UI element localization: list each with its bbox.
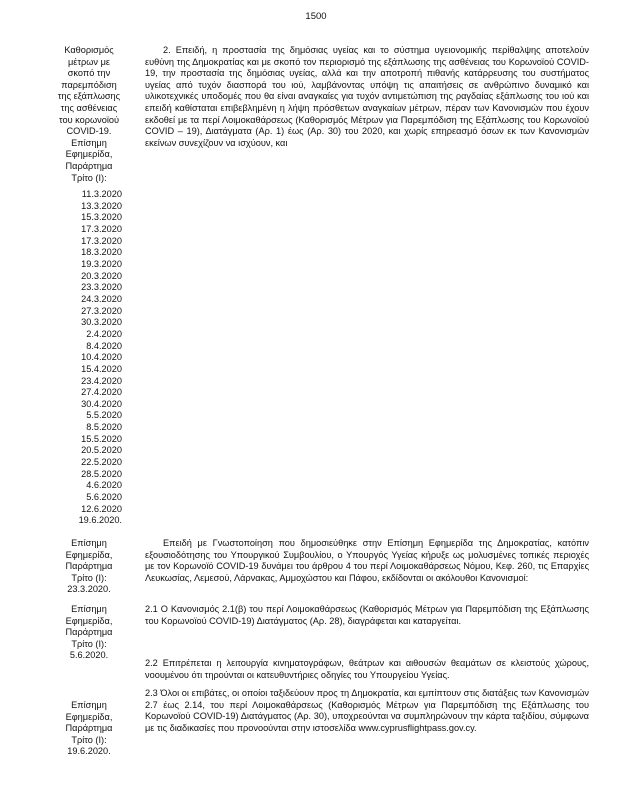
margin-note-line: Επίσημη — [71, 137, 107, 148]
amendment-date: 5.5.2020 — [86, 410, 122, 421]
margin-note-line: Εφημερίδα, — [65, 549, 113, 560]
margin-note-line: Εφημερίδα, — [65, 615, 113, 626]
amendment-date: 10.4.2020 — [81, 352, 122, 363]
amendment-date: 28.5.2020 — [81, 468, 122, 479]
margin-note-line: Παράρτημα — [65, 561, 113, 572]
amendment-date: 15.4.2020 — [81, 363, 122, 374]
paragraph-notification-recital — [145, 538, 589, 584]
regulation-2-1 — [145, 604, 589, 627]
margin-note-line: παρεμπόδιση — [61, 79, 117, 90]
paragraph-2-recital — [145, 45, 589, 149]
margin-note-line: Επίσημη — [71, 700, 107, 710]
amendment-date: 5.6.2020 — [86, 492, 122, 503]
amendment-date: 24.3.2020 — [81, 293, 122, 304]
paragraph-text: 2. Επειδή, η προστασία της δημόσιας υγείας και το σύστημα υγειονομικής περίθαλψης αποτελούν ευθύνη της Δημοκρατίας και με σκοπό τον περιορισμό της εξάπλωσης της ασθένειας του Κορωνοϊού COVID-19, την προστασία της δημόσιας υγείας, αλλά και την αποτροπή πιθανής κατάρρευσης του συστήματος υγείας από τυχόν διασπορά του ιού, λαμβάνοντας υπόψη τις απαιτήσεις σε ανθρώπινο δυναμικό και υλικοτεχνικές υποδομές που θα είναι αναγκαίες για τυχόν αντιμετώπιση της ραγδαίας εξάπλωσης του ιού και επειδή καθίσταται επιβεβλημένη η λήψη πρόσθετων αναγκαίων μέτρων, πέραν των Κανονισμών που έχουν εκδοθεί με τα περί Λοιμοκαθάρσεως (Καθορισμός Μέτρων για Παρεμπόδιση της Εξάπλωσης του Κορωνοϊού COVID – 19), Διατάγματα (Αρ. 1) έως (Αρ. 30) του 2020, και χωρίς επηρεασμό όσων εκ των Κανονισμών εκείνων συνεχίζουν να ισχύουν, και — [145, 45, 589, 148]
margin-note-line: Τρίτο (Ι): — [71, 572, 107, 583]
margin-note-line: Τρίτο (Ι): — [71, 734, 107, 745]
margin-note-line: 23.3.2020. — [67, 584, 111, 595]
margin-note-line: 5.6.2020. — [69, 650, 109, 661]
margin-note-line: της ασθένειας — [60, 102, 118, 113]
margin-note-line: Επίσημη — [71, 538, 107, 548]
amendment-date: 8.4.2020 — [86, 340, 122, 351]
margin-note-line: 19.6.2020. — [67, 746, 111, 757]
amendment-date: 23.4.2020 — [81, 375, 122, 386]
margin-note-line: Παράρτημα — [65, 160, 113, 171]
amendment-date: 4.6.2020 — [86, 480, 122, 491]
amendment-date: 19.3.2020 — [81, 258, 122, 269]
paragraph-text: 2.1 Ο Κανονισμός 2.1(β) του περί Λοιμοκαθάρσεως (Καθορισμός Μέτρων για Παρεμπόδιση της Εξάπλωσης του Κορωνοϊού COVID-19) Διατάγματος (Αρ. 28), διαγράφεται και καταργείται. — [145, 604, 589, 626]
margin-note-line: του κορωνοϊού — [58, 114, 120, 125]
amendment-date: 17.3.2020 — [81, 235, 122, 246]
margin-note-line: μέτρων με — [68, 56, 110, 67]
amendment-date: 18.3.2020 — [81, 247, 122, 258]
margin-note-line: Παράρτημα — [65, 723, 113, 734]
amendment-date: 30.4.2020 — [81, 398, 122, 409]
page-number: 1500 — [305, 11, 327, 22]
margin-note-line: COVID-19. — [66, 126, 112, 137]
margin-note-line: Επίσημη — [71, 604, 107, 614]
margin-note-gazette-23-3 — [56, 538, 122, 596]
amendment-date: 19.6.2020. — [78, 515, 122, 526]
amendment-date: 27.4.2020 — [81, 387, 122, 398]
margin-note-line: Τρίτο (Ι): — [71, 638, 107, 649]
margin-note-line: Παράρτημα — [65, 627, 113, 638]
margin-note-decree-title — [56, 45, 122, 184]
margin-note-gazette-19-6 — [56, 700, 122, 758]
amendment-date: 8.5.2020 — [86, 422, 122, 433]
margin-note-line: σκοπό την — [67, 68, 111, 79]
amendment-date: 17.3.2020 — [81, 223, 122, 234]
margin-note-line: της εξάπλωσης — [57, 91, 121, 102]
amendment-date: 13.3.2020 — [81, 200, 122, 211]
regulation-2-3 — [145, 688, 589, 734]
amendment-date: 12.6.2020 — [81, 503, 122, 514]
amendment-date: 30.3.2020 — [81, 317, 122, 328]
margin-note-line: Εφημερίδα, — [65, 711, 113, 722]
margin-note-line: Καθορισμός — [64, 45, 114, 55]
margin-note-line: Εφημερίδα, — [65, 149, 113, 160]
amendment-date: 23.3.2020 — [81, 282, 122, 293]
paragraph-text: Επειδή με Γνωστοποίηση που δημοσιεύθηκε στην Επίσημη Εφημερίδα της Δημοκρατίας, κατόπιν εξουσιοδότησης του Υπουργικού Συμβουλίου, ο Υπουργός Υγείας κήρυξε ως μολυσμένες τοπικές περιοχές με τον Κορωνοϊό COVID-19 δυνάμει του άρθρου 4 του περί Λοιμοκαθάρσεως Νόμου, Κεφ. 260, τις Επαρχίες Λευκωσίας, Λεμεσού, Λάρνακας, Αμμοχώστου και Πάφου, εκδίδονται οι ακόλουθοι Κανονισμοί: — [145, 538, 589, 583]
amendment-date: 22.5.2020 — [81, 457, 122, 468]
amendment-date: 20.5.2020 — [81, 445, 122, 456]
amendment-date: 15.5.2020 — [81, 433, 122, 444]
amendment-date: 27.3.2020 — [81, 305, 122, 316]
amendment-date: 11.3.2020 — [81, 189, 122, 199]
paragraph-text: 2.2 Επιτρέπεται η λειτουργία κινηματογράφων, θεάτρων και αιθουσών θεαμάτων σε κλειστούς χώρους, νοουμένου ότι τηρούνται οι κατευθυντήριες οδηγίες του Υπουργείου Υγείας. — [145, 658, 589, 680]
amendment-date: 20.3.2020 — [81, 270, 122, 281]
margin-note-line: Τρίτο (Ι): — [71, 172, 107, 183]
margin-note-gazette-5-6 — [56, 604, 122, 662]
regulation-2-2 — [145, 658, 589, 681]
paragraph-text: 2.3 Όλοι οι επιβάτες, οι οποίοι ταξιδεύουν προς τη Δημοκρατία, και εμπίπτουν στις διατάξεις των Κανονισμών 2.7 έως 2.14, του περί Λοιμοκαθάρσεως (Καθορισμός Μέτρων για Παρεμπόδιση της Εξάπλωσης του Κορωνοϊού COVID-19) Διατάγματος (Αρ. 30), υποχρεούνται να συμπληρώνουν την κάρτα ταξιδίου, σύμφωνα με τις διαδικασίες που προνοούνται στην ιστοσελίδα www.cyprusflightpass.gov.cy. — [145, 688, 589, 733]
amendment-date: 2.4.2020 — [86, 328, 122, 339]
amendment-date: 15.3.2020 — [81, 212, 122, 223]
margin-note-dates-list — [56, 189, 122, 527]
